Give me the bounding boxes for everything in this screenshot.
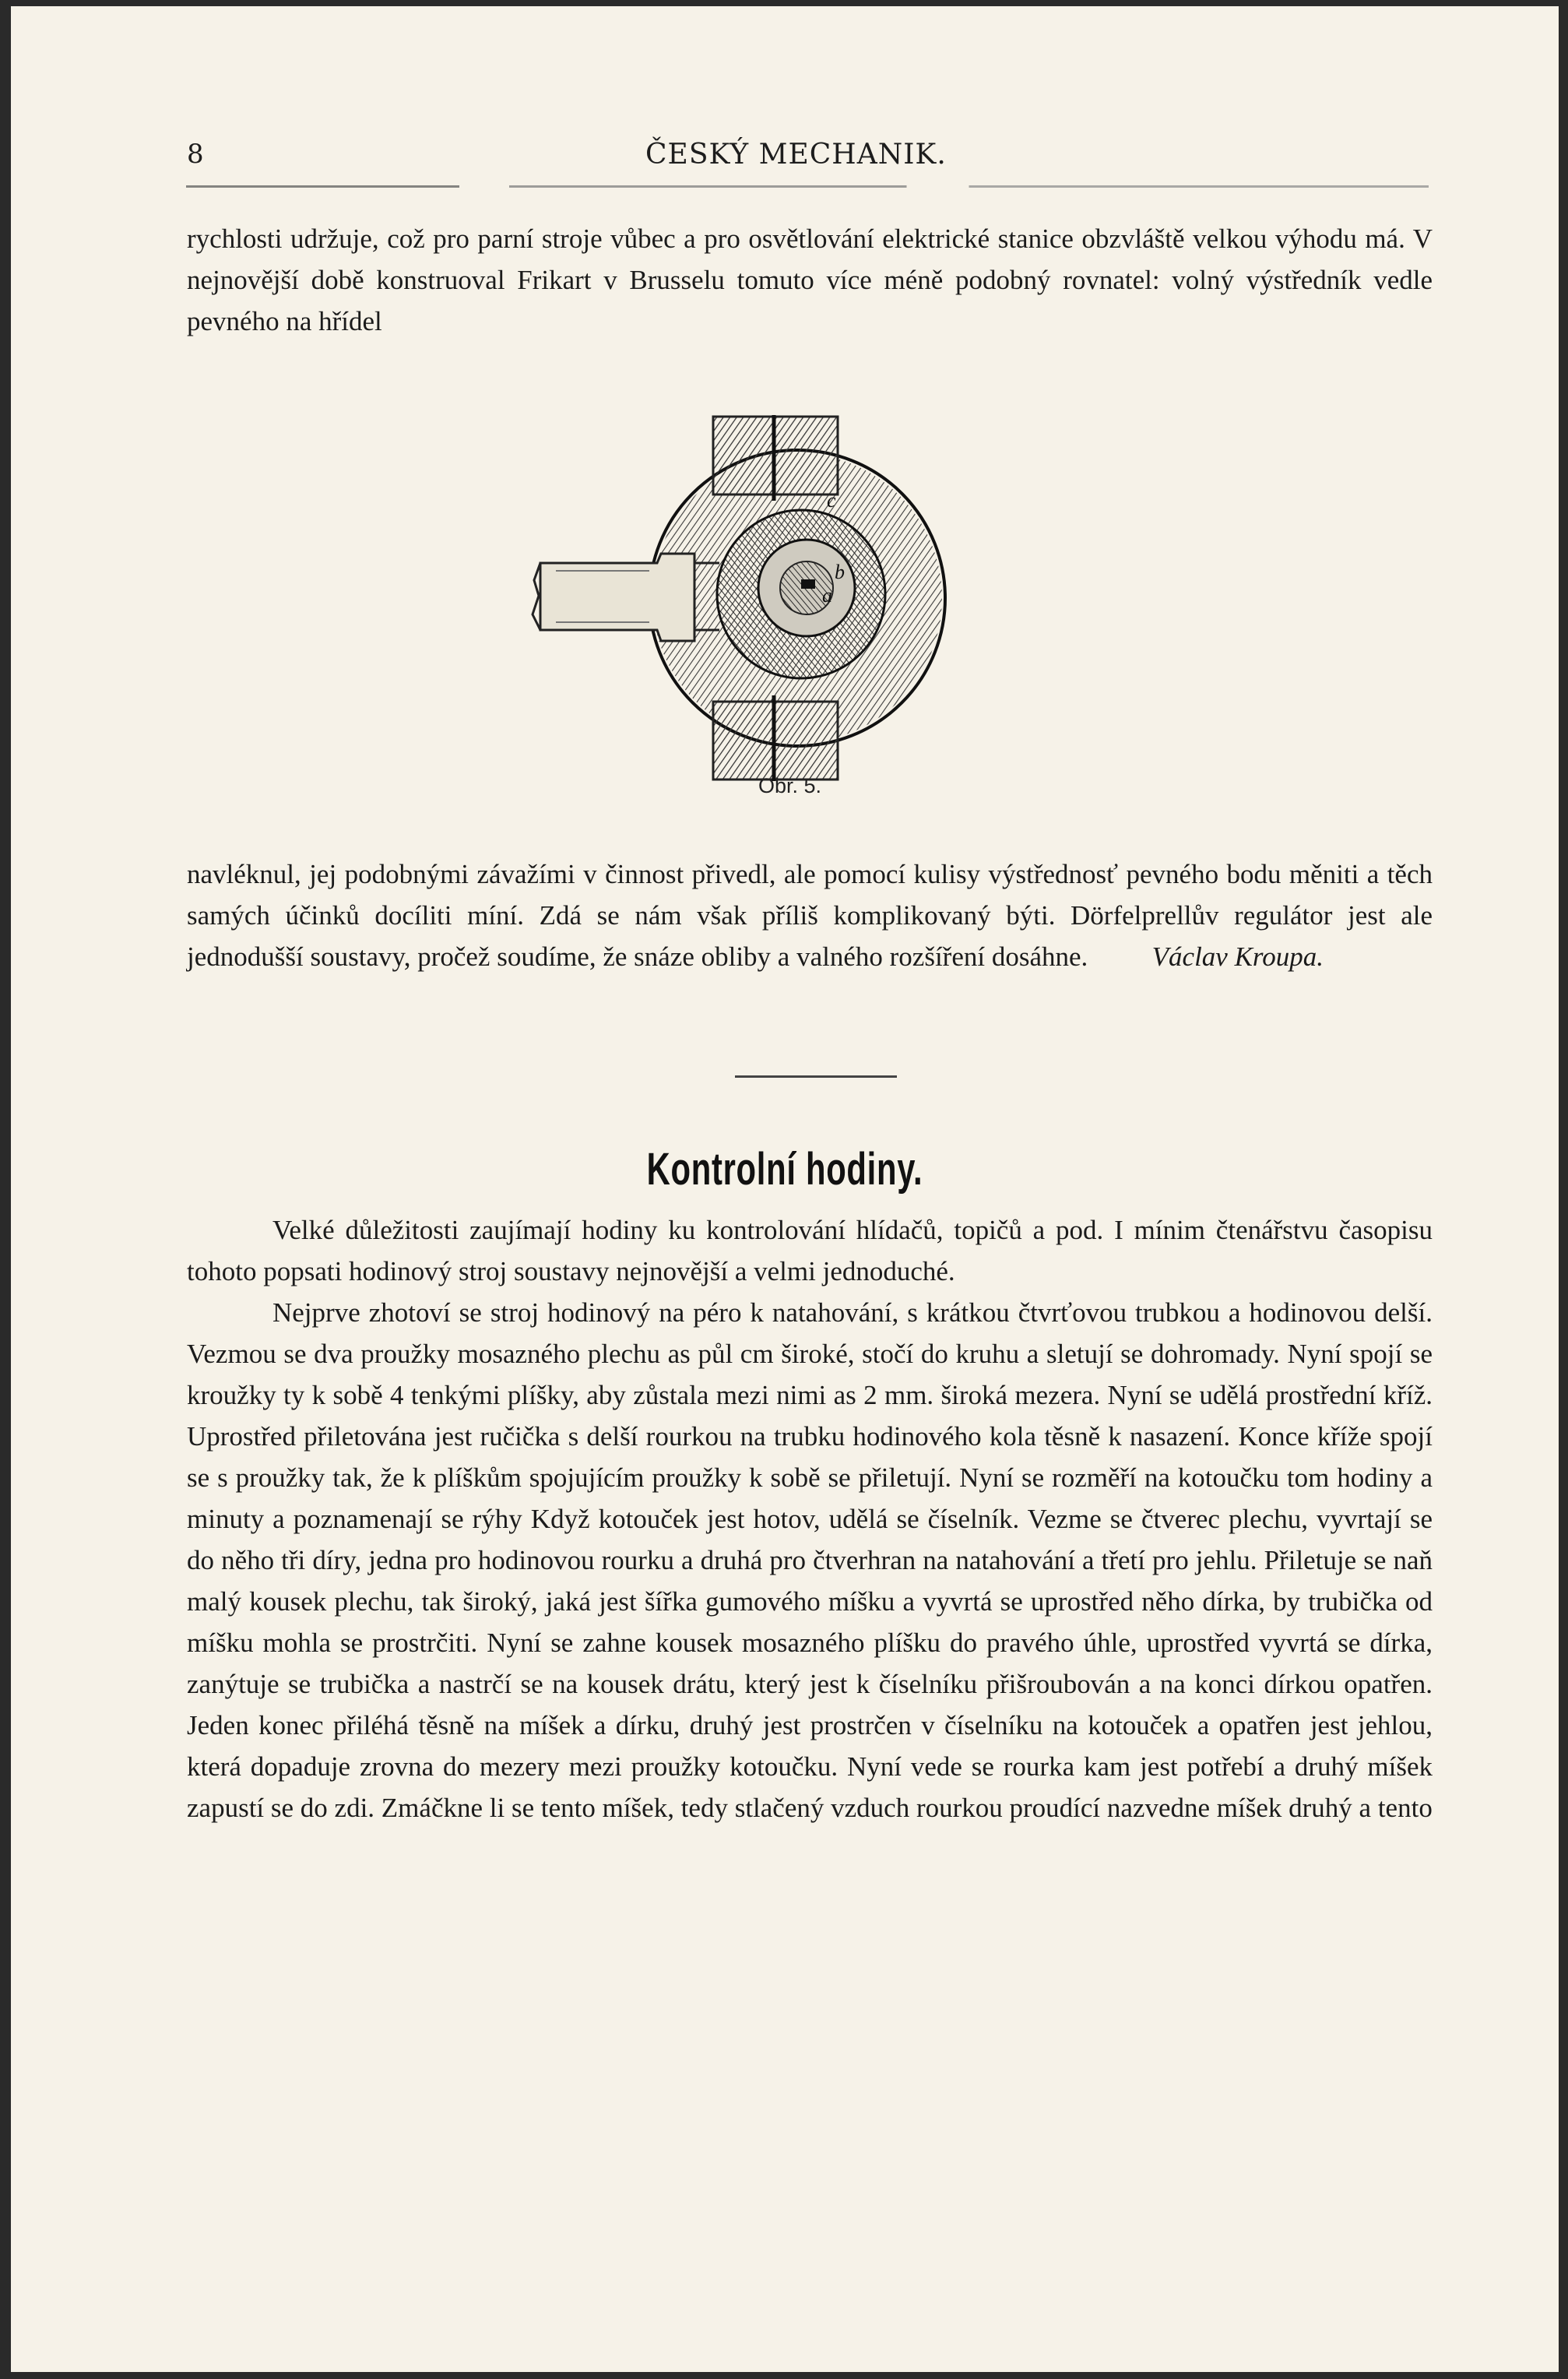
author-signature: Václav Kroupa. [1151,941,1324,972]
section-paragraph-2: Nejprve zhotoví se stroj hodinový na péro k natahování, s krátkou čtvrťovou trubkou a hodinovou delší. Vezmou se dva proužky mosazného plechu as půl cm široké, stočí do kruhu a sletují se dohromady. Nyní spojí se kroužky ty k sobě 4 tenkými plíšky, aby zůstala mezi nimi as 2 mm. široká mezera. Nyní se udělá prostřední kříž. Uprostřed přiletována jest ručička s delší rourkou na trubku hodinového kola těsně k nasazení. Konce kříže spojí se s proužky tak, že k plíškům spojujícím proužky k sobě se přiletují. Nyní se rozměří na kotoučku tom hodiny a minuty a poznamenají se rýhy Když kotouček jest hotov, udělá se číselník. Vezme se čtverec plechu, vyvrtají se do něho tři díry, jedna pro hodinovou rourku a druhá pro čtverhran na natahování a třetí pro jehlu. Přiletuje se naň malý kousek plechu, tak široký, jaká jest šířka gumového míšku a vyvrtá se uprostřed něho dírka, by trubička od míšku mohla se prostrčiti. Nyní se zahne kousek mosazného plíšku do pravého úhle, uprostřed vyvrtá se dírka, zanýtuje se trubička a nastrčí se na kousek drátu, který jest k číselníku přišroubován a na konci dírkou opatřen. Jeden konec přiléhá těsně na míšek a dírku, druhý jest prostrčen v číselníku na kotouček a opatřen jest jehlou, která dopaduje zrovna do mezery mezi proužky kotoučku. Nyní vede se rourka kam jest potřebí a druhý míšek zapustí se do zdi. Zmáčkne li se tento míšek, tedy stlačený vzduch rourkou proudící nazvedne míšek druhý a tento [187,1297,1433,1823]
after-figure-text: navléknul, jej podobnými závažími v činnost přivedl, ale pomocí kulisy výstřednosť pevného bodu měniti a těch samých účinků docíliti míní. Zdá se nám však příliš komplikovaný býti. Dörfelprellův regulátor jest ale jednodušší soustavy, pročež soudíme, že snáze obliby a valného rozšíření dosáhne. [187,859,1433,972]
after-figure-block [187,853,1433,977]
figure-label-c: c [827,489,836,512]
section-body [187,1209,1433,1828]
after-figure-paragraph [187,853,1433,977]
journal-title: ČESKÝ MECHANIK. [645,139,947,171]
rod [540,554,694,641]
section-title: Kontrolní hodiny. [646,1144,923,1195]
running-head [11,139,1559,178]
page-number: 8 [187,139,204,170]
figure-label-b: b [835,561,845,583]
top-paragraph: rychlosti udržuje, což pro parní stroje vůbec a pro osvětlování elektrické stanice obzvláště velkou výhodu má. V nejnovější době konstruoval Frikart v Brusselu tomuto více méně podobný rovnatel: volný výstředník vedle pevného na hřídel [187,223,1433,336]
section-divider [735,1075,897,1078]
figure-caption: Obr. 5. [758,774,822,797]
top-paragraph-block [187,218,1433,342]
key [801,579,815,589]
eccentric-figure [525,415,1085,781]
header-rule [186,185,1429,188]
section-paragraph-1: Velké důležitosti zaujímají hodiny ku kontrolování hlídačů, topičů a pod. I mínim čtenářstvu časopisu tohoto popsati hodinový stroj soustavy nejnovější a velmi jednoduché. [187,1215,1433,1286]
figure-label-a: a [822,584,832,607]
page [11,6,1559,2372]
